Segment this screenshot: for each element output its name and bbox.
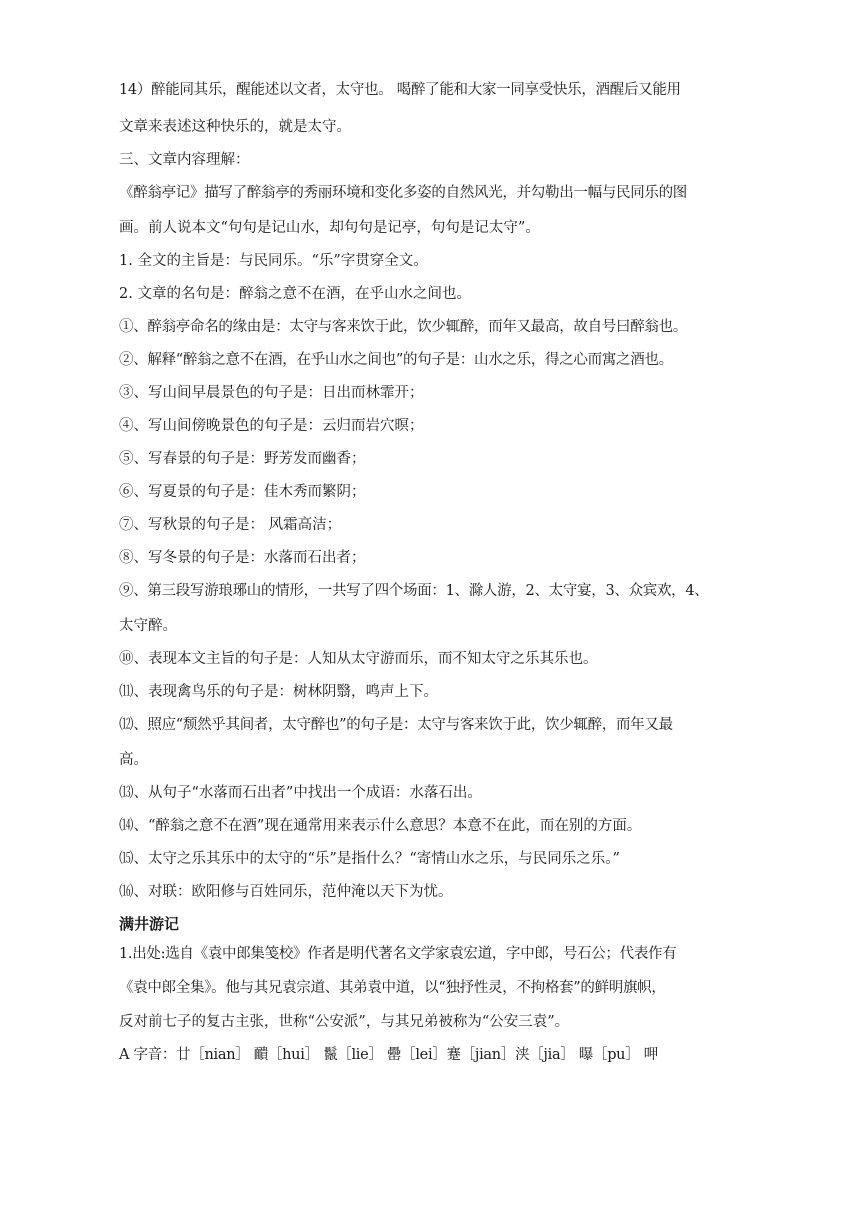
paragraph-line: 《醉翁亭记》描写了醉翁亭的秀丽环境和变化多姿的自然风光，并勾勒出一幅与民同乐的图 — [119, 185, 687, 201]
list-item: ⑾、表现禽鸟乐的句子是：树林阴翳，鸣声上下。 — [119, 684, 438, 700]
pronunciation-line: A 字音：廿［nian］ 靧［hui］ 鬣［lie］ 罍［lei］蹇［jian］浃［jia］ 曝［pu］ 呷 — [119, 1047, 658, 1063]
list-item: ②、解释“醉翁之意不在酒，在乎山水之间也”的句子是：山水之乐，得之心而寓之酒也。 — [119, 352, 673, 368]
list-item: ⒃、对联：欧阳修与百姓同乐，范仲淹以天下为忧。 — [119, 884, 453, 900]
list-item: ⑦、写秋景的句子是： 风霜高洁； — [119, 517, 342, 533]
list-item-continuation: 高。 — [119, 752, 148, 768]
list-item: ⑿、照应“颓然乎其间者，太守醉也”的句子是：太守与客来饮于此，饮少辄醉，而年又最 — [119, 717, 673, 733]
section-heading: 三、文章内容理解： — [119, 152, 250, 168]
list-item: ⑩、表现本文主旨的句子是：人知从太守游而乐，而不知太守之乐其乐也。 — [119, 651, 598, 667]
list-item: ④、写山间傍晚景色的句子是：云归而岩穴暝； — [119, 418, 424, 434]
paragraph-line: 反对前七子的复古主张，世称“公安派”，与其兄弟被称为“公安三袁”。 — [119, 1014, 570, 1030]
document-body — [119, 80, 739, 1078]
paragraph-line: 画。前人说本文“句句是记山水，却句句是记亭，句句是记太守”。 — [119, 220, 540, 236]
paragraph-line: 文章来表述这种快乐的，就是太守。 — [119, 119, 351, 135]
list-item: ①、醉翁亭命名的缘由是：太守与客来饮于此，饮少辄醉，而年又最高，故自号曰醉翁也。 — [119, 319, 687, 335]
paragraph-line: 14）醉能同其乐，醒能述以文者，太守也。 喝醉了能和大家一同享受快乐，酒醒后又能用 — [119, 82, 681, 98]
paragraph-line: 1.出处:选自《袁中郎集笺校》作者是明代著名文学家袁宏道，字中郎，号石公；代表作有 — [119, 946, 677, 962]
paragraph-line: 《袁中郎全集》。他与其兄袁宗道、其弟袁中道，以“独抒性灵，不拘格套”的鲜明旗帜， — [119, 980, 666, 996]
list-item: ⒀、从句子“水落而石出者”中找出一个成语：水落石出。 — [119, 785, 482, 801]
list-item: ⑥、写夏景的句子是：佳木秀而繁阴； — [119, 484, 366, 500]
list-item: ⑨、第三段写游琅琊山的情形，一共写了四个场面：1、滁人游，2、太守宴，3、众宾欢，4、 — [119, 583, 709, 599]
list-item: 1. 全文的主旨是：与民同乐。“乐”字贯穿全文。 — [119, 253, 428, 269]
list-item: ③、写山间早晨景色的句子是：日出而林霏开； — [119, 385, 424, 401]
list-item: ⑧、写冬景的句子是：水落而石出者； — [119, 550, 366, 566]
list-item-continuation: 太守醉。 — [119, 618, 177, 634]
list-item: ⑤、写春景的句子是：野芳发而幽香； — [119, 451, 366, 467]
list-item: ⒂、太守之乐其乐中的太守的“乐”是指什么？“寄情山水之乐，与民同乐之乐。” — [119, 851, 620, 867]
list-item: ⒁、“醉翁之意不在酒”现在通常用来表示什么意思？本意不在此，而在别的方面。 — [119, 818, 642, 834]
list-item: 2. 文章的名句是：醉翁之意不在酒，在乎山水之间也。 — [119, 286, 471, 302]
section-title: 满井游记 — [119, 915, 180, 933]
